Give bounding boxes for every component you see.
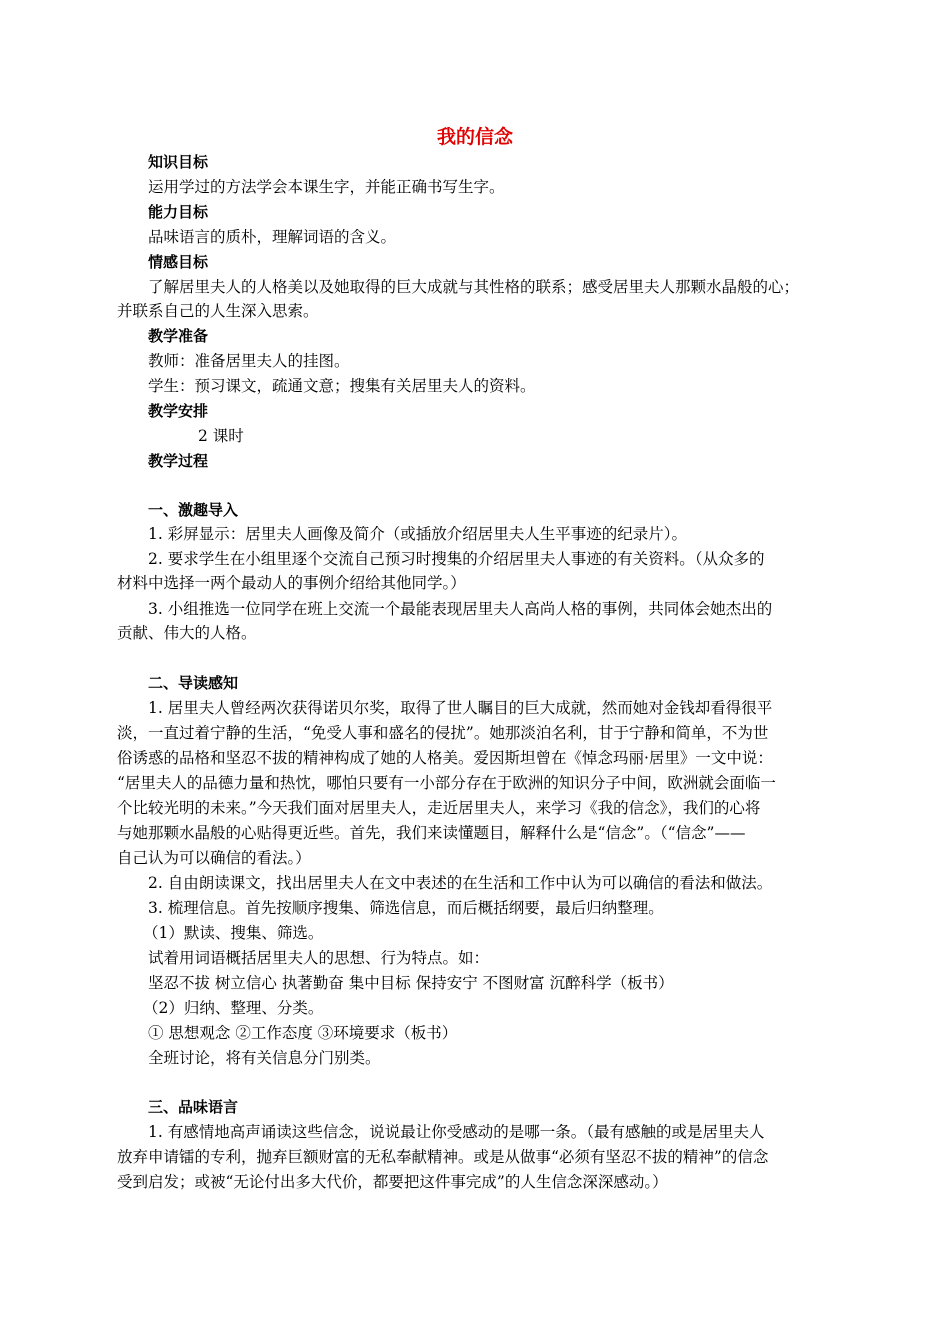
section-line: ① 思想观念 ②工作态度 ③环境要求（板书） [148, 1024, 458, 1042]
ability-text: 品味语言的质朴，理解词语的含义。 [148, 228, 397, 246]
section-line: 2. 自由朗读课文，找出居里夫人在文中表述的在生活和工作中认为可以确信的看法和做法。 [148, 874, 773, 892]
section-line: 放弃申请镭的专利，抛弃巨额财富的无私奉献精神。或是从做事“必须有坚忍不拔的精神”的信念 [117, 1148, 769, 1166]
section-line: 材料中选择一两个最动人的事例介绍给其他同学。） [117, 574, 466, 592]
section-line: 3. 小组推选一位同学在班上交流一个最能表现居里夫人高尚人格的事例，共同体会她杰出的 [148, 600, 773, 618]
section-line: 1. 彩屏显示：居里夫人画像及简介（或插放介绍居里夫人生平事迹的纪录片）。 [148, 525, 687, 543]
section-heading: 三、品味语言 [148, 1098, 239, 1116]
knowledge-text: 运用学过的方法学会本课生字，并能正确书写生字。 [148, 178, 505, 196]
prep-teacher: 教师：准备居里夫人的挂图。 [148, 352, 350, 370]
emotion-line: 了解居里夫人的人格美以及她取得的巨大成就与其性格的联系；感受居里夫人那颗水晶般的心； [148, 278, 800, 296]
arrange-text: 2 课时 [198, 427, 244, 445]
page-title: 我的信念 [436, 126, 513, 148]
section-line: 试着用词语概括居里夫人的思想、行为特点。如： [148, 949, 490, 967]
section-line: 1. 居里夫人曾经两次获得诺贝尔奖，取得了世人瞩目的巨大成就，然而她对金钱却看得很平 [148, 699, 773, 717]
section-line: “居里夫人的品德力量和热忱，哪怕只要有一小部分存在于欧洲的知识分子中间，欧洲就会面临一 [117, 774, 776, 792]
section-line: 1. 有感情地高声诵读这些信念，说说最让你受感动的是哪一条。（最有感触的或是居里夫人 [148, 1123, 765, 1141]
section-line: 全班讨论，将有关信息分门别类。 [148, 1049, 381, 1067]
section-line: 2. 要求学生在小组里逐个交流自己预习时搜集的介绍居里夫人事迹的有关资料。（从众多的 [148, 550, 765, 568]
section-line: 个比较光明的未来。”今天我们面对居里夫人，走近居里夫人，来学习《我的信念》，我们的心将 [117, 799, 761, 817]
ability-heading: 能力目标 [148, 203, 209, 221]
section-line: 3. 梳理信息。首先按顺序搜集、筛选信息，而后概括纲要，最后归纳整理。 [148, 899, 664, 917]
section-line: 受到启发；或被“无论付出多大代价，都要把这件事完成”的人生信念深深感动。） [117, 1173, 668, 1191]
arrange-heading: 教学安排 [148, 402, 209, 420]
section-heading: 一、激趣导入 [148, 501, 239, 519]
prep-heading: 教学准备 [148, 327, 209, 345]
emotion-line: 并联系自己的人生深入思索。 [117, 302, 319, 320]
section-line: 贡献、伟大的人格。 [117, 624, 257, 642]
section-line: 坚忍不拔 树立信心 执著勤奋 集中目标 保持安宁 不图财富 沉醉科学（板书） [148, 974, 674, 992]
section-line: （1）默读、搜集、筛选。 [143, 924, 324, 942]
section-line: 与她那颗水晶般的心贴得更近些。首先，我们来读懂题目，解释什么是“信念”。（“信念”—— [117, 824, 746, 842]
section-heading: 二、导读感知 [148, 674, 239, 692]
process-heading: 教学过程 [148, 452, 209, 470]
section-line: 自己认为可以确信的看法。） [117, 849, 311, 867]
emotion-heading: 情感目标 [148, 253, 209, 271]
prep-student: 学生：预习课文，疏通文意；搜集有关居里夫人的资料。 [148, 377, 536, 395]
section-line: 淡，一直过着宁静的生活，“免受人事和盛名的侵扰”。她那淡泊名利，甘于宁静和简单，不为世 [117, 724, 769, 742]
section-line: 俗诱惑的品格和坚忍不拔的精神构成了她的人格美。爱因斯坦曾在《悼念玛丽·居里》一文中说： [117, 749, 773, 767]
section-line: （2）归纳、整理、分类。 [143, 999, 324, 1017]
knowledge-heading: 知识目标 [148, 153, 209, 171]
